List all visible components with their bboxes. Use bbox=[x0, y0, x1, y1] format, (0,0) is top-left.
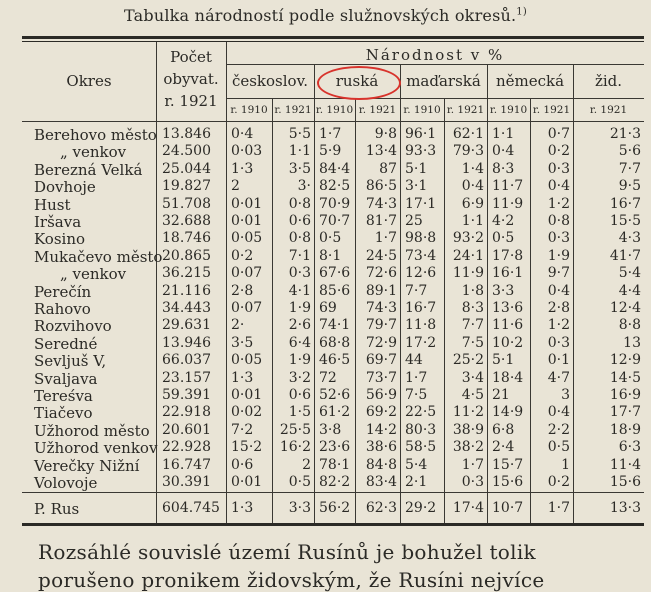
value-cell: 16·2 bbox=[279, 439, 311, 456]
value-cell: 8·8 bbox=[618, 317, 641, 334]
value-cell: 0·3 bbox=[547, 160, 570, 177]
value-cell: 0·01 bbox=[231, 387, 263, 403]
value-cell: 1·7 bbox=[319, 126, 342, 142]
value-cell: 84·4 bbox=[319, 160, 351, 177]
value-cell: 11·2 bbox=[452, 404, 484, 421]
value-cell: 3·5 bbox=[288, 160, 311, 177]
value-cell: 70·7 bbox=[319, 213, 351, 229]
value-cell: 0·01 bbox=[231, 474, 263, 490]
ruska-highlight-circle bbox=[317, 66, 401, 100]
value-cell: 1·9 bbox=[288, 300, 311, 316]
value-cell: 0·6 bbox=[288, 387, 311, 403]
okres-cell: Tiačevo bbox=[34, 404, 93, 423]
value-cell: 15·7 bbox=[492, 456, 524, 473]
zid-column-rule bbox=[573, 98, 574, 523]
value-cell: 38·9 bbox=[452, 421, 484, 438]
value-cell: 78·1 bbox=[319, 456, 351, 473]
value-cell: 73·4 bbox=[405, 247, 437, 264]
value-cell: 1·3 bbox=[231, 160, 254, 177]
okres-cell: P. Rus bbox=[34, 500, 80, 518]
value-cell: 56·9 bbox=[365, 387, 397, 403]
year-column-rule bbox=[530, 98, 531, 523]
pocet-cell: 34.443 bbox=[162, 300, 211, 316]
value-cell: 7·5 bbox=[405, 387, 428, 403]
value-cell: 82·5 bbox=[319, 178, 351, 195]
value-cell: 81·7 bbox=[365, 213, 397, 229]
value-cell: 14·9 bbox=[492, 404, 524, 421]
value-cell: 62·3 bbox=[365, 500, 397, 516]
value-cell: 5·1 bbox=[405, 160, 428, 177]
okres-cell: „ venkov bbox=[60, 265, 127, 284]
value-cell: 4·5 bbox=[461, 387, 484, 403]
value-cell: 1·2 bbox=[547, 317, 570, 334]
value-cell: 1·9 bbox=[288, 352, 311, 369]
value-cell: 4·2 bbox=[492, 213, 515, 229]
value-cell: 9·5 bbox=[618, 178, 641, 195]
value-cell: 7·2 bbox=[231, 421, 254, 438]
value-cell: 29·2 bbox=[405, 500, 437, 516]
value-cell: 11·6 bbox=[492, 317, 524, 334]
value-cell: 0·01 bbox=[231, 195, 263, 212]
value-cell: 0·03 bbox=[231, 143, 263, 160]
pocet-header-3: r. 1921 bbox=[164, 92, 218, 110]
value-cell: 4·4 bbox=[618, 282, 641, 299]
value-cell: 93·2 bbox=[452, 230, 484, 247]
pocet-cell: 23.157 bbox=[162, 369, 211, 386]
value-cell: 10·7 bbox=[492, 500, 524, 516]
value-cell: 14·5 bbox=[609, 369, 641, 386]
value-cell: 6·4 bbox=[288, 334, 311, 351]
value-cell: 73·7 bbox=[365, 369, 397, 386]
value-cell: 0·4 bbox=[492, 143, 515, 160]
value-cell: 0·6 bbox=[288, 213, 311, 229]
value-cell: 16·7 bbox=[609, 195, 641, 212]
value-cell: 2·1 bbox=[405, 474, 428, 490]
value-cell: 1·3 bbox=[231, 500, 254, 516]
okres-cell: Dovhoje bbox=[34, 178, 96, 197]
value-cell: 74·3 bbox=[365, 195, 397, 212]
body-paragraph-line-2: porušeno pronikem židovským, že Rusíni nejvíce bbox=[38, 568, 545, 592]
okres-cell: Rahovo bbox=[34, 300, 91, 318]
pocet-cell: 36.215 bbox=[162, 265, 211, 282]
value-cell: 1·7 bbox=[547, 500, 570, 516]
pocet-cell: 21.116 bbox=[162, 282, 211, 299]
value-cell: 7·7 bbox=[618, 160, 641, 177]
value-cell: 85·6 bbox=[319, 282, 351, 299]
year-column-rule bbox=[272, 98, 273, 523]
value-cell: 0·5 bbox=[492, 230, 515, 247]
value-cell: 15·6 bbox=[492, 474, 524, 490]
value-cell: 2·4 bbox=[492, 439, 515, 456]
value-cell: 11·7 bbox=[492, 178, 524, 195]
value-cell: 0·01 bbox=[231, 213, 263, 229]
value-cell: 56·2 bbox=[319, 500, 351, 516]
value-cell: 1·7 bbox=[374, 230, 397, 247]
value-cell: 0·4 bbox=[547, 404, 570, 421]
value-cell: 98·8 bbox=[405, 230, 437, 247]
value-cell: 3·8 bbox=[319, 421, 342, 438]
value-cell: 46·5 bbox=[319, 352, 351, 369]
group-rule bbox=[226, 98, 644, 99]
value-cell: 5·9 bbox=[319, 143, 342, 160]
pocet-cell: 29.631 bbox=[162, 317, 211, 334]
value-cell: 3·5 bbox=[231, 334, 254, 351]
value-cell: 68·8 bbox=[319, 334, 351, 351]
value-cell: 3· bbox=[297, 178, 311, 195]
total-top-rule bbox=[22, 492, 644, 493]
value-cell: 17·7 bbox=[609, 404, 641, 421]
value-cell: 74·3 bbox=[365, 300, 397, 316]
okres-cell: Verečky Nižní bbox=[34, 456, 140, 475]
top-rule bbox=[22, 36, 644, 39]
value-cell: 6·8 bbox=[492, 421, 515, 438]
value-cell: 17·1 bbox=[405, 195, 437, 212]
value-cell: 17·2 bbox=[405, 334, 437, 351]
value-cell: 72·6 bbox=[365, 265, 397, 282]
value-cell: 8·3 bbox=[492, 160, 515, 177]
value-cell: 5·1 bbox=[492, 352, 515, 369]
value-cell: 38·6 bbox=[365, 439, 397, 456]
value-cell: 0·3 bbox=[547, 334, 570, 351]
okres-cell: Seredné bbox=[34, 334, 98, 353]
group-column-rule bbox=[314, 64, 315, 523]
pocet-cell: 59.391 bbox=[162, 387, 211, 403]
value-cell: 1·1 bbox=[492, 126, 515, 142]
okres-cell: Perečín bbox=[34, 282, 92, 301]
value-cell: 58·5 bbox=[405, 439, 437, 456]
year-header-7: r. 1921 bbox=[532, 104, 571, 116]
okres-cell: Rozvihovo bbox=[34, 317, 112, 336]
value-cell: 6·3 bbox=[618, 439, 641, 456]
body-paragraph-line-1: Rozsáhlé souvislé území Rusínů je bohužel tolik bbox=[38, 540, 536, 564]
value-cell: 4·7 bbox=[547, 369, 570, 386]
value-cell: 5·6 bbox=[618, 143, 641, 160]
value-cell: 0·6 bbox=[231, 456, 254, 473]
value-cell: 15·6 bbox=[609, 474, 641, 490]
value-cell: 44 bbox=[405, 352, 423, 369]
group-header-3: německá bbox=[495, 72, 565, 90]
value-cell: 11·8 bbox=[405, 317, 437, 334]
value-cell: 5·4 bbox=[405, 456, 428, 473]
value-cell: 96·1 bbox=[405, 126, 437, 142]
value-cell: 13·4 bbox=[365, 143, 397, 160]
value-cell: 0·1 bbox=[547, 352, 570, 369]
value-cell: 10·2 bbox=[492, 334, 524, 351]
value-cell: 3·4 bbox=[461, 369, 484, 386]
value-cell: 2·2 bbox=[547, 421, 570, 438]
value-cell: 0·2 bbox=[547, 474, 570, 490]
value-cell: 0·5 bbox=[319, 230, 342, 247]
value-cell: 6·9 bbox=[461, 195, 484, 212]
value-cell: 62·1 bbox=[452, 126, 484, 142]
pocet-cell: 20.601 bbox=[162, 421, 211, 438]
okres-cell: Berehovo město bbox=[34, 126, 157, 144]
value-cell: 25 bbox=[405, 213, 423, 229]
okres-cell: „ venkov bbox=[60, 143, 127, 162]
pocet-header-1: Počet bbox=[170, 48, 212, 66]
value-cell: 11·9 bbox=[452, 265, 484, 282]
value-cell: 1·7 bbox=[405, 369, 428, 386]
pocet-cell: 24.500 bbox=[162, 143, 211, 160]
value-cell: 16·9 bbox=[609, 387, 641, 403]
year-header-2: r. 1910 bbox=[315, 104, 354, 116]
table-title-text: Tabulka národností podle služnovských okresů. bbox=[124, 6, 517, 25]
value-cell: 4·1 bbox=[288, 282, 311, 299]
value-cell: 16·7 bbox=[405, 300, 437, 316]
value-cell: 5·5 bbox=[288, 126, 311, 142]
narodnost-header: Národnost v % bbox=[365, 46, 505, 64]
value-cell: 24·5 bbox=[365, 247, 397, 264]
pocet-cell: 13.846 bbox=[162, 126, 211, 142]
value-cell: 0·8 bbox=[288, 195, 311, 212]
value-cell: 1·1 bbox=[288, 143, 311, 160]
value-cell: 38·2 bbox=[452, 439, 484, 456]
value-cell: 1·7 bbox=[461, 456, 484, 473]
value-cell: 79·3 bbox=[452, 143, 484, 160]
value-cell: 0·07 bbox=[231, 265, 263, 282]
pocet-header-2: obyvat. bbox=[163, 70, 219, 88]
value-cell: 21·3 bbox=[609, 126, 641, 142]
value-cell: 61·2 bbox=[319, 404, 351, 421]
header-bottom-rule bbox=[22, 121, 644, 122]
okres-cell: Svaljava bbox=[34, 369, 98, 388]
value-cell: 84·8 bbox=[365, 456, 397, 473]
value-cell: 2 bbox=[231, 178, 240, 195]
value-cell: 3·3 bbox=[492, 282, 515, 299]
value-cell: 12·9 bbox=[609, 352, 641, 369]
value-cell: 0·4 bbox=[547, 282, 570, 299]
footnote-mark: 1) bbox=[516, 6, 527, 18]
pocet-cell: 30.391 bbox=[162, 474, 211, 490]
value-cell: 2· bbox=[231, 317, 245, 334]
value-cell: 3·2 bbox=[288, 369, 311, 386]
value-cell: 3·3 bbox=[288, 500, 311, 516]
value-cell: 93·3 bbox=[405, 143, 437, 160]
value-cell: 3 bbox=[561, 387, 570, 403]
value-cell: 11·9 bbox=[492, 195, 524, 212]
value-cell: 13 bbox=[623, 334, 641, 351]
value-cell: 9·8 bbox=[374, 126, 397, 142]
value-cell: 2·8 bbox=[231, 282, 254, 299]
value-cell: 8·1 bbox=[319, 247, 342, 264]
value-cell: 70·9 bbox=[319, 195, 351, 212]
bottom-rule bbox=[22, 523, 644, 526]
value-cell: 69·2 bbox=[365, 404, 397, 421]
value-cell: 24·1 bbox=[452, 247, 484, 264]
value-cell: 82·2 bbox=[319, 474, 351, 490]
value-cell: 0·2 bbox=[547, 143, 570, 160]
value-cell: 15·2 bbox=[231, 439, 263, 456]
value-cell: 0·3 bbox=[461, 474, 484, 490]
value-cell: 0·4 bbox=[547, 178, 570, 195]
year-header-1: r. 1921 bbox=[274, 104, 312, 116]
value-cell: 69·7 bbox=[365, 352, 397, 369]
pocet-cell: 22.918 bbox=[162, 404, 211, 421]
value-cell: 0·4 bbox=[461, 178, 484, 195]
value-cell: 7·5 bbox=[461, 334, 484, 351]
group-column-rule bbox=[487, 64, 488, 523]
year-header-6: r. 1910 bbox=[489, 104, 528, 116]
value-cell: 22·5 bbox=[405, 404, 437, 421]
group-header-4: žid. bbox=[594, 72, 623, 90]
value-cell: 72 bbox=[319, 369, 337, 386]
value-cell: 83·4 bbox=[365, 474, 397, 490]
value-cell: 0·7 bbox=[547, 126, 570, 142]
value-cell: 12·6 bbox=[405, 265, 437, 282]
okres-cell: Berezná Velká bbox=[34, 160, 143, 179]
value-cell: 18·4 bbox=[492, 369, 524, 386]
pocet-cell: 51.708 bbox=[162, 195, 211, 212]
okres-cell: Kosino bbox=[34, 230, 86, 249]
value-cell: 2·8 bbox=[547, 300, 570, 316]
okres-cell: Užhorod město bbox=[34, 421, 150, 440]
value-cell: 0·8 bbox=[288, 230, 311, 247]
okres-cell: Hust bbox=[34, 195, 71, 214]
value-cell: 11·4 bbox=[609, 456, 641, 473]
value-cell: 0·05 bbox=[231, 352, 263, 369]
value-cell: 0·4 bbox=[231, 126, 254, 142]
value-cell: 1·4 bbox=[461, 160, 484, 177]
value-cell: 74·1 bbox=[319, 317, 351, 334]
value-cell: 1·8 bbox=[461, 282, 484, 299]
value-cell: 17·4 bbox=[452, 500, 484, 516]
value-cell: 0·8 bbox=[547, 213, 570, 229]
value-cell: 89·1 bbox=[365, 282, 397, 299]
value-cell: 18·9 bbox=[609, 421, 641, 438]
value-cell: 72·9 bbox=[365, 334, 397, 351]
table-title bbox=[0, 6, 651, 25]
value-cell: 9·7 bbox=[547, 265, 570, 282]
narodnost-rule bbox=[226, 64, 644, 65]
value-cell: 13·6 bbox=[492, 300, 524, 316]
value-cell: 7·7 bbox=[461, 317, 484, 334]
value-cell: 79·7 bbox=[365, 317, 397, 334]
value-cell: 0·5 bbox=[547, 439, 570, 456]
value-cell: 12·4 bbox=[609, 300, 641, 316]
value-cell: 1 bbox=[561, 456, 570, 473]
top-rule-thin bbox=[22, 41, 644, 42]
value-cell: 0·5 bbox=[288, 474, 311, 490]
value-cell: 0·3 bbox=[547, 230, 570, 247]
value-cell: 25·5 bbox=[279, 421, 311, 438]
value-cell: 15·5 bbox=[609, 213, 641, 229]
value-cell: 16·1 bbox=[492, 265, 524, 282]
value-cell: 2 bbox=[302, 456, 311, 473]
pocet-cell: 16.747 bbox=[162, 456, 211, 473]
value-cell: 52·6 bbox=[319, 387, 351, 403]
value-cell: 0·02 bbox=[231, 404, 263, 421]
pocet-cell: 32.688 bbox=[162, 213, 211, 229]
value-cell: 2·6 bbox=[288, 317, 311, 334]
group-header-0: českoslov. bbox=[231, 72, 309, 90]
year-header-8: r. 1921 bbox=[589, 104, 628, 116]
okres-cell: Tereśva bbox=[34, 387, 93, 405]
pocet-cell: 19.827 bbox=[162, 178, 211, 195]
value-cell: 1·2 bbox=[547, 195, 570, 212]
value-cell: 7·7 bbox=[405, 282, 428, 299]
value-cell: 41·7 bbox=[609, 247, 641, 264]
okres-cell: Sevljuš V, bbox=[34, 352, 107, 371]
value-cell: 67·6 bbox=[319, 265, 351, 282]
pocet-cell: 13.946 bbox=[162, 334, 211, 351]
value-cell: 1·9 bbox=[547, 247, 570, 264]
group-header-2: maďarská bbox=[406, 72, 481, 90]
year-header-3: r. 1921 bbox=[358, 104, 397, 116]
group-column-rule bbox=[400, 64, 401, 523]
year-header-0: r. 1910 bbox=[230, 104, 268, 116]
group-header-1: ruská bbox=[335, 72, 379, 90]
value-cell: 87 bbox=[379, 160, 397, 177]
value-cell: 0·05 bbox=[231, 230, 263, 247]
value-cell: 1·1 bbox=[461, 213, 484, 229]
value-cell: 0·3 bbox=[288, 265, 311, 282]
okres-cell: Volovoje bbox=[34, 474, 98, 492]
value-cell: 0·07 bbox=[231, 300, 263, 316]
year-header-4: r. 1910 bbox=[403, 104, 441, 116]
value-cell: 3·1 bbox=[405, 178, 428, 195]
okres-cell: Užhorod venkov bbox=[34, 439, 158, 458]
value-cell: 80·3 bbox=[405, 421, 437, 438]
pocet-cell: 25.044 bbox=[162, 160, 211, 177]
value-cell: 8·3 bbox=[461, 300, 484, 316]
value-cell: 13·3 bbox=[609, 500, 641, 516]
value-cell: 17·8 bbox=[492, 247, 524, 264]
value-cell: 4·3 bbox=[618, 230, 641, 247]
okres-header: Okres bbox=[66, 72, 112, 90]
okres-cell: Mukačevo město bbox=[34, 247, 163, 266]
pocet-cell: 20.865 bbox=[162, 247, 211, 264]
value-cell: 5·4 bbox=[618, 265, 641, 282]
year-header-5: r. 1921 bbox=[446, 104, 485, 116]
year-column-rule bbox=[444, 98, 445, 523]
value-cell: 1·5 bbox=[288, 404, 311, 421]
pocet-cell: 66.037 bbox=[162, 352, 211, 369]
value-cell: 0·2 bbox=[231, 247, 254, 264]
pocet-cell: 22.928 bbox=[162, 439, 211, 456]
value-cell: 69 bbox=[319, 300, 337, 316]
pocet-cell: 18.746 bbox=[162, 230, 211, 247]
value-cell: 1·3 bbox=[231, 369, 254, 386]
value-cell: 7·1 bbox=[288, 247, 311, 264]
okres-cell: Iršava bbox=[34, 213, 82, 231]
value-cell: 14·2 bbox=[365, 421, 397, 438]
pocet-cell: 604.745 bbox=[162, 500, 220, 516]
value-cell: 86·5 bbox=[365, 178, 397, 195]
value-cell: 25·2 bbox=[452, 352, 484, 369]
value-cell: 21 bbox=[492, 387, 510, 403]
year-column-rule bbox=[355, 98, 356, 523]
value-cell: 23·6 bbox=[319, 439, 351, 456]
